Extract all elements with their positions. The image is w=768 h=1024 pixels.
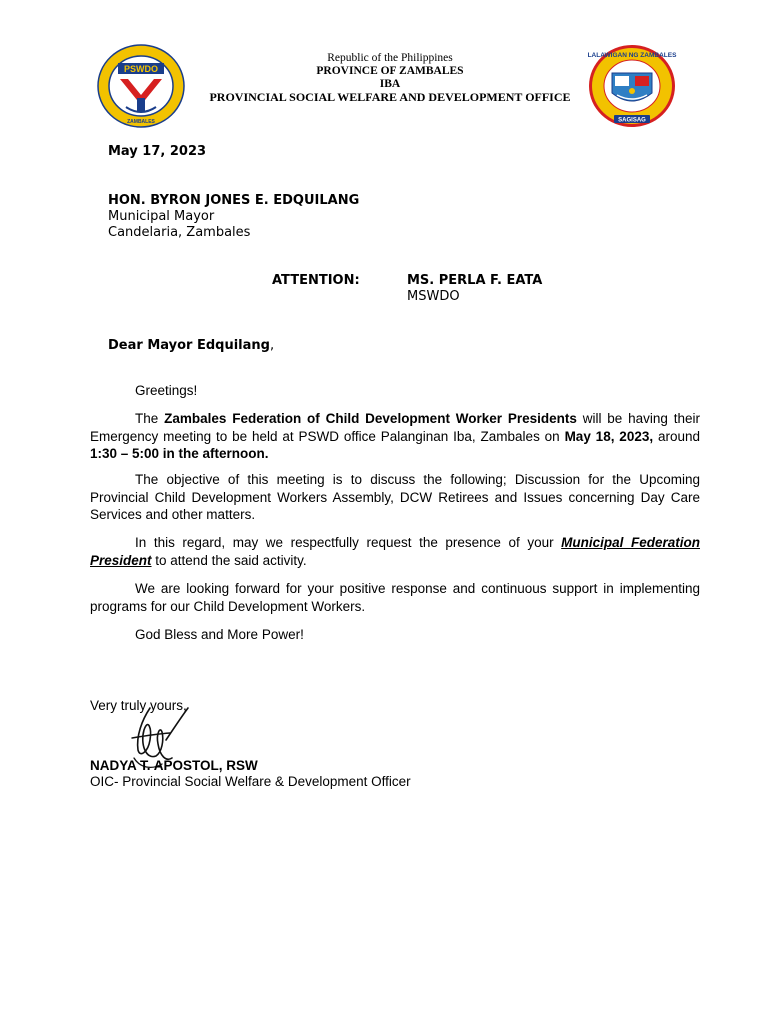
salutation [108, 338, 274, 354]
paragraph-objective: The objective of this meeting is to discuss the following; Discussion for the Upcoming Provincial Child Development Workers Assembly, DCW Retirees and Issues concerning Day Care Services and other matters. [90, 472, 700, 522]
letterhead [150, 52, 630, 104]
p3-text-2: to attend the said activity. [151, 552, 307, 568]
attention-office: MSWDO [407, 289, 460, 304]
addressee-block [108, 193, 359, 241]
salutation-punct: , [269, 338, 275, 353]
letterhead-line-province: PROVINCE OF ZAMBALES [316, 65, 464, 77]
svg-text:SAGISAG: SAGISAG [618, 117, 646, 124]
requested-attendee: Municipal Federation President [90, 535, 700, 568]
p3-text-1: In this regard, may we respectfully request the presence of your [135, 535, 562, 550]
p1-text-1: The [135, 411, 165, 426]
p1-text-2: will be having their Emergency meeting to be held at PSWD office Palanginan Iba, Zambales on [90, 411, 700, 444]
greeting: Greetings! [135, 383, 198, 398]
p1-text-3: around [653, 428, 700, 444]
paragraph-request [90, 534, 700, 569]
attention-block [407, 273, 542, 305]
svg-text:ZAMBALES: ZAMBALES [127, 119, 155, 125]
federation-name: Zambales Federation of Child Development Worker Presidents [164, 411, 577, 426]
signer-title: OIC- Provincial Social Welfare & Development Officer [90, 774, 411, 789]
letterhead-line-republic: Republic of the Philippines [327, 52, 453, 64]
meeting-time: 1:30 – 5:00 in the afternoon. [90, 446, 269, 461]
attention-label: ATTENTION: [272, 273, 360, 288]
letterhead-line-city: IBA [379, 78, 401, 90]
signer-name: NADYA T. APOSTOL, RSW [90, 758, 258, 773]
paragraph-support: We are looking forward for your positive response and continuous support in implementing programs for our Child Development Workers. [90, 581, 700, 614]
svg-text:PSWDO: PSWDO [123, 64, 159, 74]
paragraph-blessing: God Bless and More Power! [135, 627, 304, 642]
addressee-location: Candelaria, Zambales [108, 225, 251, 240]
addressee-name: HON. BYRON JONES E. EDQUILANG [108, 193, 360, 208]
addressee-title: Municipal Mayor [108, 209, 215, 224]
meeting-date: May 18, 2023, [564, 428, 654, 444]
letterhead-line-office: PROVINCIAL SOCIAL WELFARE AND DEVELOPMENT OFFICE [209, 90, 571, 104]
letter-date: May 17, 2023 [108, 144, 207, 159]
svg-text:LALAWIGAN NG ZAMBALES: LALAWIGAN NG ZAMBALES [587, 52, 677, 59]
valediction: Very truly yours, [90, 698, 187, 713]
salutation-text: Dear Mayor Edquilang [108, 338, 270, 353]
paragraph-meeting [90, 410, 700, 463]
attention-name: MS. PERLA F. EATA [407, 273, 543, 288]
